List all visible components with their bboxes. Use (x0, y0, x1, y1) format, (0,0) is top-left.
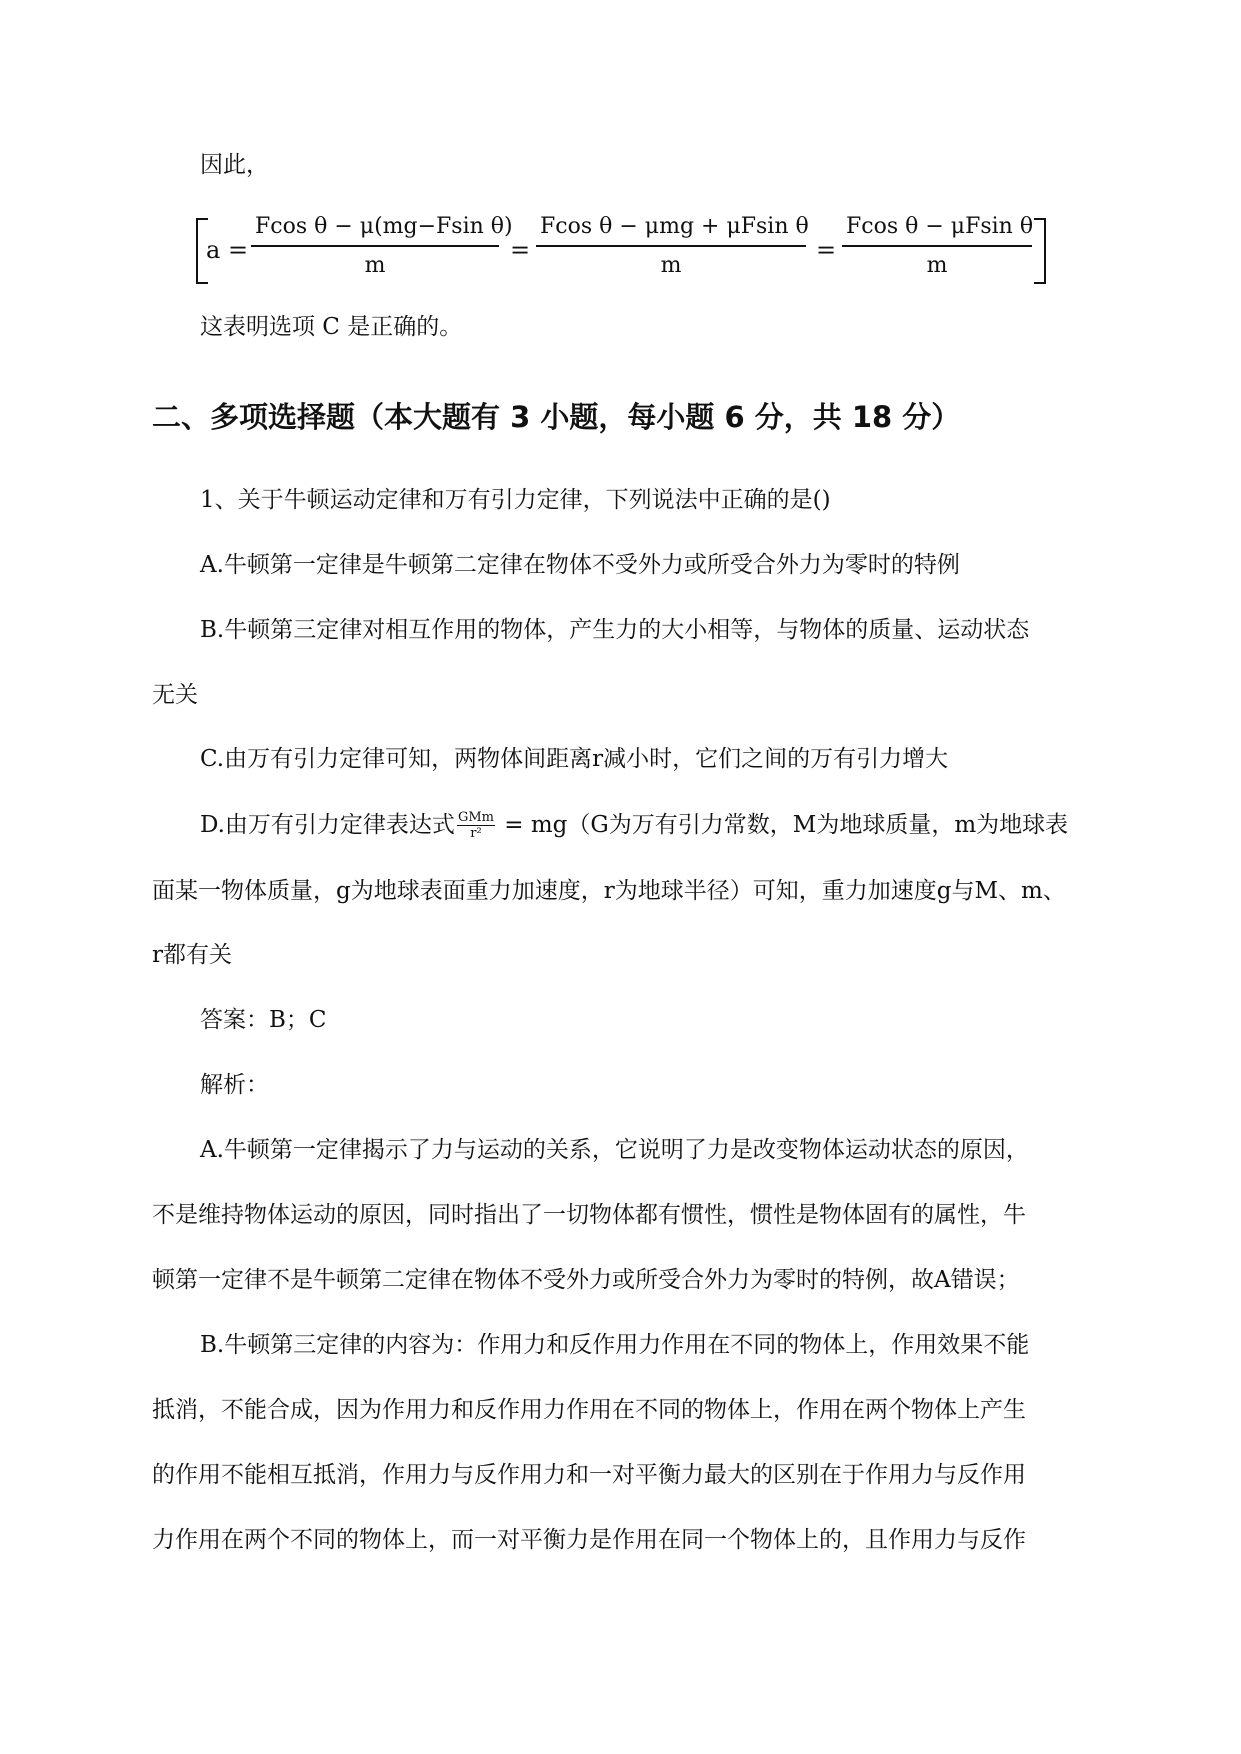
formula-equals-2: = (816, 236, 837, 264)
option-d-line-3: r都有关 (152, 942, 232, 968)
option-d-prefix: D.由万有引力定律表达式 (200, 812, 455, 838)
formula-fraction-1 (251, 214, 513, 278)
fraction-2-numerator: Fcos θ − μmg + μFsin θ (536, 214, 806, 247)
analysis-label: 解析： (200, 1072, 269, 1098)
analysis-b-line-2: 抵消，不能合成，因为作用力和反作用力作用在不同的物体上，作用在两个物体上产生 (152, 1397, 1026, 1423)
gravity-fraction-denominator: r² (470, 826, 482, 841)
fraction-1-denominator: m (364, 253, 386, 278)
analysis-a-line-1: A.牛顿第一定律揭示了力与运动的关系，它说明了力是改变物体运动状态的原因， (200, 1137, 1029, 1163)
answer: 答案：B；C (200, 1007, 327, 1033)
fraction-3-denominator: m (926, 253, 948, 278)
option-c: C.由万有引力定律可知，两物体间距离r减小时，它们之间的万有引力增大 (200, 746, 949, 772)
acceleration-formula (196, 210, 1046, 286)
analysis-b-line-3: 的作用不能相互抵消，作用力与反作用力和一对平衡力最大的区别在于作用力与反作用 (152, 1462, 1026, 1488)
fraction-2-denominator: m (660, 253, 682, 278)
analysis-a-line-3: 顿第一定律不是牛顿第二定律在物体不受外力或所受合外力为零时的特例，故A错误； (152, 1267, 1020, 1293)
question-stem: 1、关于牛顿运动定律和万有引力定律，下列说法中正确的是() (200, 487, 831, 513)
formula-fraction-2 (536, 214, 809, 278)
analysis-a-line-2: 不是维持物体运动的原因，同时指出了一切物体都有惯性，惯性是物体固有的属性，牛 (152, 1202, 1026, 1228)
gravity-fraction (457, 811, 495, 841)
formula-lhs: a = (206, 236, 249, 264)
fraction-3-numerator: Fcos θ − μFsin θ (842, 214, 1032, 247)
option-d-line-1 (200, 810, 1068, 841)
formula-right-bracket (1034, 218, 1046, 284)
option-d-line-2: 面某一物体质量，g为地球表面重力加速度，r为地球半径）可知，重力加速度g与M、m、 (152, 878, 1066, 904)
option-a: A.牛顿第一定律是牛顿第二定律在物体不受外力或所受合外力为零时的特例 (200, 552, 960, 578)
formula-equals-1: = (510, 236, 531, 264)
paragraph-conclusion: 这表明选项 C 是正确的。 (200, 314, 463, 340)
paragraph-therefore: 因此， (200, 152, 269, 178)
fraction-1-numerator: Fcos θ − μ(mg−Fsin θ) (251, 214, 499, 247)
formula-fraction-3 (842, 214, 1032, 278)
analysis-b-line-1: B.牛顿第三定律的内容为：作用力和反作用力作用在不同的物体上，作用效果不能 (200, 1332, 1030, 1358)
option-d-suffix: = mg（G为万有引力常数，M为地球质量，m为地球表 (496, 812, 1069, 838)
section-heading: 二、多项选择题（本大题有 3 小题，每小题 6 分，共 18 分） (152, 400, 961, 434)
option-b-line-2: 无关 (152, 682, 198, 708)
analysis-b-line-4: 力作用在两个不同的物体上，而一对平衡力是作用在同一个物体上的，且作用力与反作 (152, 1527, 1026, 1553)
gravity-fraction-numerator: GMm (457, 810, 494, 825)
option-b-line-1: B.牛顿第三定律对相互作用的物体，产生力的大小相等，与物体的质量、运动状态 (200, 617, 1030, 643)
